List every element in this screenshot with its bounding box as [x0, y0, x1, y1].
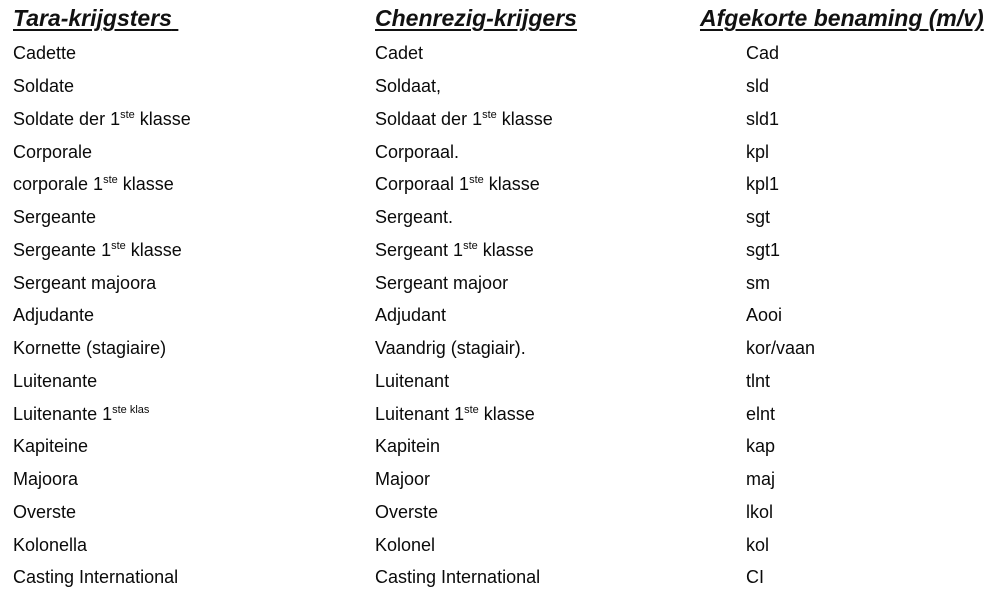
rank-text: Corporaal 1 [375, 174, 470, 195]
tara-rank [13, 103, 191, 136]
rank-text: Sergeante [13, 207, 97, 228]
chenrezig-rank [375, 267, 508, 300]
rank-text: Cadette [13, 43, 77, 64]
rank-abbreviation: Aooi [746, 305, 783, 326]
ordinal-suffix: ste [120, 108, 135, 121]
ordinal-suffix: ste [464, 403, 479, 416]
table-row [0, 201, 1003, 234]
chenrezig-rank [375, 37, 423, 70]
rank-text: Cadet [375, 43, 424, 64]
rank-text-suffix: klasse [483, 174, 540, 195]
header-tara: Tara-krijgsters [13, 5, 172, 31]
rank-text: Luitenant [375, 370, 450, 391]
rank-text-suffix: klasse [117, 174, 174, 195]
table-header [0, 5, 1003, 33]
chenrezig-rank [375, 299, 446, 332]
tara-rank [13, 561, 178, 594]
rank-text: Casting International [375, 567, 541, 588]
rank-text-suffix: klasse [477, 239, 534, 260]
chenrezig-rank [375, 332, 526, 365]
rank-text-suffix: klasse [496, 108, 553, 129]
rank-text: Sergeant 1 [375, 239, 464, 260]
rank-text: Soldate der 1 [13, 108, 121, 129]
tara-rank [13, 70, 74, 103]
rank-text: Sergeant majoor [375, 272, 509, 293]
rank-text: Majoor [375, 469, 431, 490]
rank-abbreviation: kap [746, 436, 776, 457]
rank-table [0, 37, 1003, 594]
chenrezig-rank [375, 496, 438, 529]
rank-abbreviation: CI [746, 567, 764, 588]
rank-text: Kapiteine [13, 436, 89, 457]
rank-abbreviation: lkol [746, 501, 774, 522]
tara-rank [13, 529, 87, 562]
rank-abbreviation: sld [746, 76, 770, 97]
chenrezig-rank [375, 365, 449, 398]
tara-rank [13, 168, 174, 201]
rank-abbreviation: sld1 [746, 108, 780, 129]
header-abbreviation: Afgekorte benaming (m/v) [700, 5, 984, 31]
table-row [0, 234, 1003, 267]
tara-rank [13, 430, 88, 463]
table-row [0, 37, 1003, 70]
table-row [0, 496, 1003, 529]
ordinal-suffix: ste [103, 174, 118, 187]
rank-text: Soldate [13, 76, 75, 97]
rank-abbreviation: maj [746, 469, 776, 490]
chenrezig-rank [375, 430, 440, 463]
rank-text: Sergeante 1 [13, 239, 112, 260]
chenrezig-rank [375, 529, 435, 562]
rank-text: Luitenante [13, 370, 98, 391]
chenrezig-rank [375, 561, 540, 594]
table-row [0, 561, 1003, 594]
rank-abbreviation: kpl [746, 141, 770, 162]
table-row [0, 430, 1003, 463]
rank-text: Soldaat, [375, 76, 442, 97]
tara-rank [13, 463, 78, 496]
chenrezig-rank [375, 463, 430, 496]
chenrezig-rank [375, 201, 453, 234]
rank-text-suffix: klasse [478, 403, 535, 424]
rank-text: Kapitein [375, 436, 441, 457]
tara-rank [13, 496, 76, 529]
rank-text: Adjudant [375, 305, 447, 326]
rank-abbreviation: kpl1 [746, 174, 780, 195]
tara-rank [13, 201, 96, 234]
rank-text: corporale 1 [13, 174, 104, 195]
rank-text: Adjudante [13, 305, 95, 326]
rank-abbreviation: tlnt [746, 370, 771, 391]
chenrezig-rank [375, 234, 534, 267]
rank-abbreviation: sgt1 [746, 239, 781, 260]
table-row [0, 332, 1003, 365]
tara-rank [13, 234, 182, 267]
tara-rank [13, 299, 94, 332]
rank-abbreviation: kol [746, 534, 770, 555]
chenrezig-rank [375, 103, 553, 136]
rank-text: Overste [375, 501, 439, 522]
rank-text: Casting International [13, 567, 179, 588]
table-row [0, 365, 1003, 398]
table-row [0, 299, 1003, 332]
rank-text: Corporaal. [375, 141, 460, 162]
rank-text-suffix: klasse [125, 239, 182, 260]
rank-text: Sergeant. [375, 207, 454, 228]
rank-abbreviation: Cad [746, 43, 780, 64]
chenrezig-rank [375, 168, 540, 201]
tara-rank [13, 136, 92, 169]
rank-text: Corporale [13, 141, 93, 162]
ordinal-suffix: ste [482, 108, 497, 121]
tara-rank [13, 398, 149, 431]
rank-text: Luitenante 1 [13, 403, 113, 424]
rank-text: Vaandrig (stagiair). [375, 338, 526, 359]
table-row [0, 168, 1003, 201]
rank-abbreviation: sgt [746, 207, 771, 228]
ordinal-suffix: ste [111, 239, 126, 252]
header-chenrezig: Chenrezig-krijgers [375, 5, 577, 31]
chenrezig-rank [375, 136, 459, 169]
rank-text: Overste [13, 501, 77, 522]
table-row [0, 267, 1003, 300]
table-row [0, 529, 1003, 562]
rank-text: Kolonel [375, 534, 436, 555]
rank-text: Kolonella [13, 534, 88, 555]
tara-rank [13, 332, 166, 365]
rank-abbreviation: sm [746, 272, 770, 293]
rank-text-suffix: klasse [134, 108, 191, 129]
rank-text: Sergeant majoora [13, 272, 157, 293]
ordinal-suffix: ste [463, 239, 478, 252]
table-row [0, 463, 1003, 496]
tara-rank [13, 267, 156, 300]
table-row [0, 70, 1003, 103]
rank-text: Majoora [13, 469, 79, 490]
ordinal-suffix: ste [469, 174, 484, 187]
table-row [0, 103, 1003, 136]
ordinal-suffix: ste klas [112, 403, 150, 416]
rank-abbreviation: elnt [746, 403, 776, 424]
table-row [0, 398, 1003, 431]
tara-rank [13, 365, 97, 398]
tara-rank [13, 37, 76, 70]
rank-text: Soldaat der 1 [375, 108, 483, 129]
table-row [0, 136, 1003, 169]
rank-abbreviation: kor/vaan [746, 338, 816, 359]
chenrezig-rank [375, 70, 441, 103]
rank-text: Kornette (stagiaire) [13, 338, 167, 359]
chenrezig-rank [375, 398, 535, 431]
rank-text: Luitenant 1 [375, 403, 465, 424]
